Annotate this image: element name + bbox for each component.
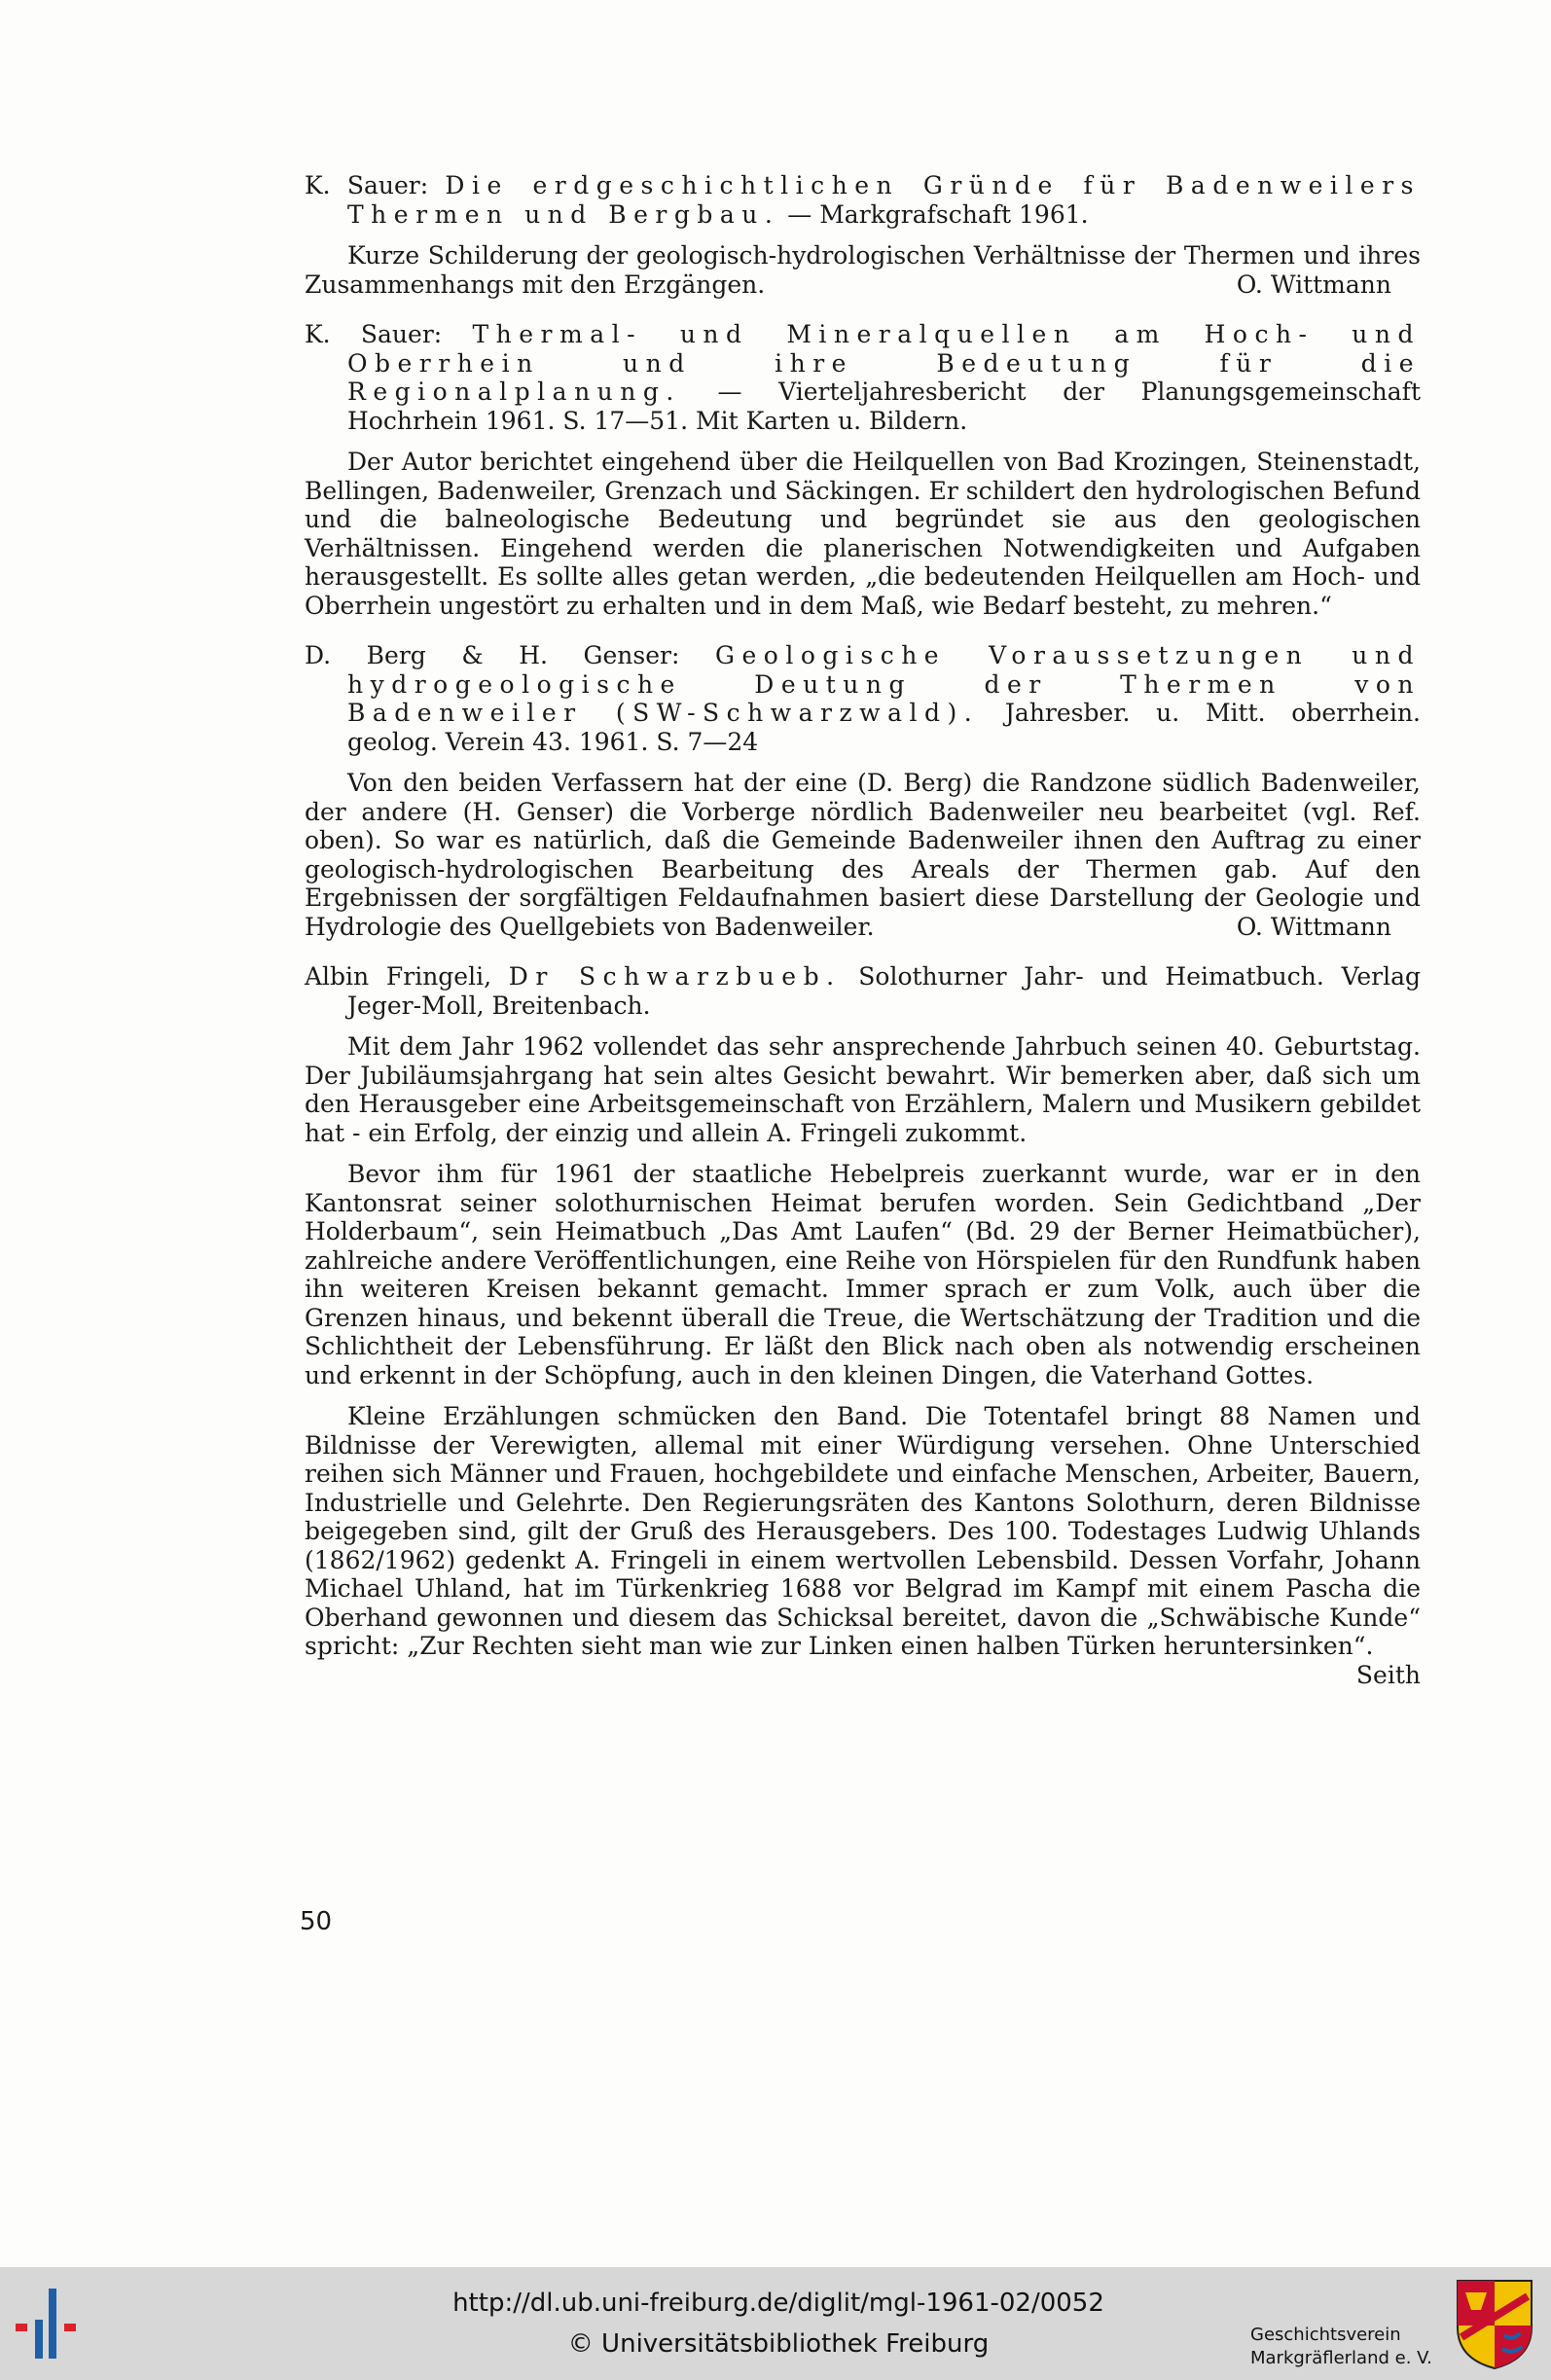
entry-author: K. Sauer:	[305, 171, 446, 199]
society-name	[1250, 2324, 1440, 2370]
entry-heading	[305, 962, 1421, 1020]
entry-source: — Markgrafschaft 1961.	[779, 199, 1089, 229]
review-paragraph	[305, 769, 1421, 941]
entry-heading	[305, 641, 1421, 756]
paragraph-text: Von den beiden Verfassern hat der eine (D. Berg) die Randzone südlich Badenweiler, der andere (H. Genser) die Vorberge nördlich Badenweiler neu bearbeitet (vgl. Ref. oben). So war es natürlich, daß die Gemeinde Badenweiler ihnen den Auftrag zu einer geologisch-hydrologischen Bearbeitung des Areals der Thermen gab. Auf den Ergebnissen der sorgfältigen Feldaufnahmen basiert diese Darstellung der Geologie und Hydrologie des Quellgebiets von Badenweiler.	[305, 769, 1421, 941]
copyright-notice: © Universitätsbibliothek Freiburg	[567, 2329, 990, 2359]
reviewer-signature: Seith	[1355, 1660, 1421, 1689]
paragraph-text: Kurze Schilderung der geologisch-hydrologischen Verhältnisse der Thermen und ihres Zusammenhangs mit den Erzgängen.	[305, 241, 1421, 299]
society-line: Markgräflerland e. V.	[1250, 2348, 1432, 2368]
entry-title: Thermal- und Mineralquellen am Hoch- und Oberrhein und ihre Bedeutung für die Regionalplanung.	[347, 320, 1421, 406]
entry-source: — Vierteljahresbericht der Planungsgemeinschaft Hochrhein 1961. S. 17—51. Mit Karten u. Bildern.	[347, 378, 1421, 435]
review-paragraph	[305, 1402, 1421, 1689]
paragraph-text: Der Autor berichtet eingehend über die Heilquellen von Bad Krozingen, Steinenstadt, Bellingen, Badenweiler, Grenzach und Säckingen. Er schildert den hydrologischen Befund und die balneologische Bedeutung und begründet sie aus den geologischen Verhältnissen. Eingehend werden die planerischen Notwendigkeiten und Aufgaben herausgestellt. Es sollte alles getan werden, „die bedeutenden Heilquellen am Hoch- und Oberrhein ungestört zu erhalten und in dem Maß, wie Bedarf besteht, zu mehren.“	[305, 448, 1421, 620]
paragraph-text: Mit dem Jahr 1962 vollendet das sehr ansprechende Jahrbuch seinen 40. Geburtstag. Der Jubiläumsjahrgang hat sein altes Gesicht bewahrt. Wir bemerken aber, daß sich um den Herausgeber eine Arbeitsgemeinschaft von Erzählern, Malern und Musikern gebildet hat - ein Erfolg, der einzig und allein A. Fringeli zukommt.	[305, 1032, 1421, 1147]
footer-bar	[0, 2267, 1551, 2380]
entry-author: K. Sauer:	[305, 320, 473, 348]
review-paragraph	[305, 1032, 1421, 1147]
society-line: Geschichtsverein	[1250, 2325, 1401, 2345]
paragraph-text: Bevor ihm für 1961 der staatliche Hebelpreis zuerkannt wurde, war er in den Kantonsrat seiner solothurnischen Heimat berufen worden. Sein Gedichtband „Der Holderbaum“, sein Heimatbuch „Das Amt Laufen“ (Bd. 29 der Berner Heimatbücher), zahlreiche andere Veröffentlichungen, eine Reihe von Hörspielen für den Rundfunk haben ihn weiteren Kreisen bekannt gemacht. Immer sprach er zum Volk, auch über die Grenzen hinaus, und bekennt überall die Treue, die Wertschätzung der Tradition und die Schlichtheit der Lebensführung. Er läßt den Blick nach oben als notwendig erscheinen und erkennt in der Schöpfung, auch in den kleinen Dingen, die Vaterhand Gottes.	[305, 1160, 1421, 1389]
entry-heading	[305, 320, 1421, 435]
source-url-link[interactable]: http://dl.ub.uni-freiburg.de/diglit/mgl-1961-02/0052	[452, 2289, 1104, 2318]
page-number: 50	[300, 1907, 333, 1936]
paragraph-text: Kleine Erzählungen schmücken den Band. Die Totentafel bringt 88 Namen und Bildnisse der Verewigten, allemal mit einer Würdigung versehen. Ohne Unterschied reihen sich Männer und Frauen, hochgebildete und einfache Menschen, Arbeiter, Bauern, Industrielle und Gelehrte. Den Regierungsräten des Kantons Solothurn, deren Bildnisse beigegeben sind, gilt der Gruß des Herausgebers. Des 100. Todestages Ludwig Uhlands (1862/1962) gedenkt A. Fringeli in einem wertvollen Lebensbild. Dessen Vorfahr, Johann Michael Uhland, hat im Türkenkrieg 1688 vor Belgrad im Kampf mit einem Pascha die Oberhand gewonnen und diesem das Schicksal bereitet, davon die „Schwäbische Kunde“ spricht: „Zur Rechten sieht man wie zur Linken einen halben Türken heruntersinken“.	[305, 1402, 1421, 1660]
reviewer-signature: O. Wittmann	[1236, 912, 1391, 941]
library-logo-icon	[10, 2285, 97, 2362]
review-paragraph	[305, 241, 1421, 299]
review-text-block	[305, 171, 1421, 1689]
entry-title: Dr Schwarzbueb.	[508, 962, 842, 991]
entry-title: Die erdgeschichtlichen Gründe für Badenweilers Thermen und Bergbau.	[347, 171, 1421, 229]
review-paragraph	[305, 1160, 1421, 1389]
entry-source: Solothurner Jahr- und Heimatbuch. Verlag Jeger-Moll, Breitenbach.	[347, 962, 1421, 1020]
entry-title: Geologische Voraussetzungen und hydrogeologische Deutung der Thermen von Badenweiler (SW-Schwarzwald).	[347, 641, 1421, 727]
coat-of-arms-icon	[1454, 2277, 1535, 2370]
entry-author: D. Berg & H. Genser:	[305, 641, 715, 669]
entry-source: Jahresber. u. Mitt. oberrhein. geolog. Verein 43. 1961. S. 7—24	[347, 699, 1421, 756]
review-paragraph	[305, 448, 1421, 620]
entry-author: Albin Fringeli,	[305, 962, 509, 991]
reviewer-signature: O. Wittmann	[1236, 270, 1391, 299]
entry-heading	[305, 171, 1421, 229]
